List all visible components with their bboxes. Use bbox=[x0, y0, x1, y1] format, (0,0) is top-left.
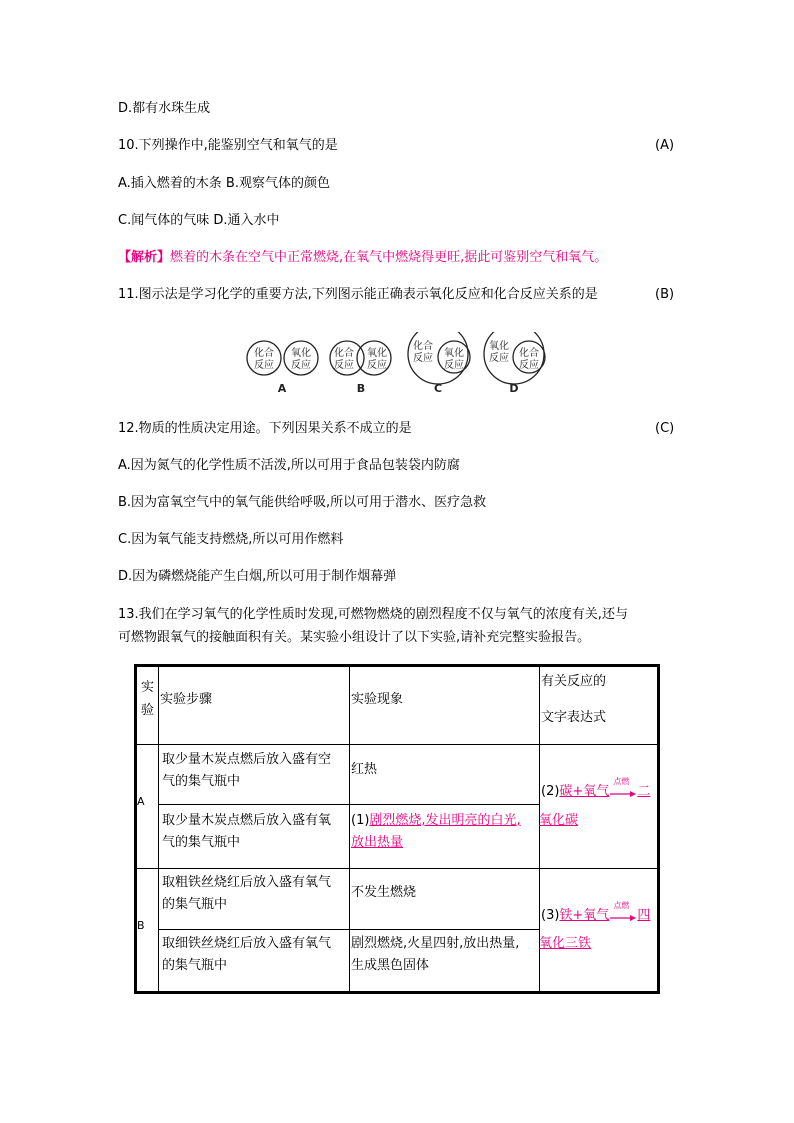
q12-answer: (C) bbox=[655, 421, 675, 436]
option-b-label: B bbox=[356, 382, 366, 395]
q10-analysis bbox=[118, 249, 607, 267]
a1-phenomenon: 红热 bbox=[351, 762, 378, 777]
header-exp-1: 实 bbox=[140, 680, 154, 695]
q13-stem-line-2: 可燃物跟氧气的接触面积有关。某实验小组设计了以下实验,请补充完整实验报告。 bbox=[118, 630, 591, 645]
q9-option-d: D.都有水珠生成 bbox=[118, 101, 211, 116]
b-equation-line-2 bbox=[539, 933, 591, 955]
header-equation-2: 文字表达式 bbox=[541, 710, 607, 725]
b-equation-product-2: 氧化三铁 bbox=[539, 936, 592, 951]
a-equation-product-2: 氧化碳 bbox=[539, 813, 579, 828]
a-fanying-label-2: 反应 bbox=[291, 360, 311, 371]
q12-option-a: A.因为氮气的化学性质不活泼,所以可用于食品包装袋内防腐 bbox=[118, 458, 460, 473]
q12-option-d: D.因为磷燃烧能产生白烟,所以可用于制作烟幕弹 bbox=[118, 569, 397, 584]
a2-phenomenon-line-1 bbox=[351, 810, 521, 832]
b1-step-line-2: 的集气瓶中 bbox=[162, 897, 228, 912]
b2-step-line-2: 的集气瓶中 bbox=[162, 958, 228, 973]
q10-answer: (A) bbox=[655, 138, 675, 153]
d-fanying-label-1: 反应 bbox=[489, 353, 509, 364]
c-huahe-label: 化合 bbox=[413, 341, 433, 352]
option-d-label: D bbox=[509, 382, 519, 395]
header-phenomenon: 实验现象 bbox=[351, 692, 404, 707]
b-condition-label: 点燃 bbox=[613, 900, 630, 910]
a-condition-label: 点燃 bbox=[613, 776, 630, 786]
q10-options-cd: C.闻气体的气味 D.通入水中 bbox=[118, 213, 280, 228]
option-a-label: A bbox=[277, 382, 287, 395]
b2-phenomenon-line-2: 生成黑色固体 bbox=[351, 958, 430, 973]
a-equation-reactants: 碳+氧气 bbox=[559, 784, 610, 799]
b-condition-arrow bbox=[609, 900, 637, 925]
b-equation-product-1: 四 bbox=[637, 908, 651, 923]
b-equation-reactants: 铁+氧气 bbox=[559, 908, 610, 923]
b2-step-line-1: 取细铁丝烧红后放入盛有氧气 bbox=[162, 936, 332, 951]
b-yanghua-label: 氧化 bbox=[367, 348, 387, 359]
c-fanying-label-2: 反应 bbox=[444, 360, 464, 371]
d-fanying-label-2: 反应 bbox=[519, 360, 539, 371]
a-equation-prefix: (2) bbox=[541, 784, 560, 799]
a2-phenomenon-prefix: (1) bbox=[351, 813, 370, 828]
c-fanying-label-1: 反应 bbox=[413, 353, 433, 364]
a-yanghua-label: 氧化 bbox=[291, 348, 311, 359]
option-c-label: C bbox=[433, 382, 443, 395]
b-fanying-label-1: 反应 bbox=[334, 360, 354, 371]
b-equation-line-1 bbox=[541, 900, 651, 927]
header-exp-2: 验 bbox=[140, 703, 154, 718]
d-yanghua-label: 氧化 bbox=[489, 341, 509, 352]
q11-stem: 11.图示法是学习化学的重要方法,下列图示能正确表示氧化反应和化合反应关系的是 bbox=[118, 287, 598, 302]
q10-stem: 10.下列操作中,能鉴别空气和氧气的是 bbox=[118, 138, 338, 153]
c-yanghua-label: 氧化 bbox=[444, 348, 464, 359]
a2-phenomenon-answer-2: 放出热量 bbox=[351, 835, 404, 850]
q10-options-ab: A.插入燃着的木条 B.观察气体的颜色 bbox=[118, 176, 330, 191]
group-b-label: B bbox=[137, 919, 145, 932]
a-equation-product-1: 二 bbox=[637, 784, 651, 799]
q13-stem-line-1: 13.我们在学习氧气的化学性质时发现,可燃物燃烧的剧烈程度不仅与氧气的浓度有关,还与 bbox=[118, 607, 628, 622]
a1-step-line-1: 取少量木炭点燃后放入盛有空 bbox=[162, 752, 332, 767]
b-huahe-label: 化合 bbox=[334, 348, 354, 359]
header-steps: 实验步骤 bbox=[160, 692, 213, 707]
b-fanying-label-2: 反应 bbox=[367, 360, 387, 371]
q12-option-b: B.因为富氧空气中的氧气能供给呼吸,所以可用于潜水、医疗急救 bbox=[118, 495, 487, 510]
a-huahe-label: 化合 bbox=[254, 348, 274, 359]
d-huahe-label: 化合 bbox=[519, 348, 539, 359]
arrow-icon bbox=[609, 907, 637, 925]
q11-answer: (B) bbox=[655, 287, 675, 302]
a2-phenomenon-line-2 bbox=[351, 832, 403, 854]
a2-phenomenon-answer-1: 剧烈燃烧,发出明亮的白光, bbox=[369, 813, 521, 828]
a-equation-line-1 bbox=[541, 776, 651, 803]
q12-option-c: C.因为氧气能支持燃烧,所以可用作燃料 bbox=[118, 532, 344, 547]
b2-phenomenon-line-1: 剧烈燃烧,火星四射,放出热量, bbox=[351, 936, 520, 951]
b1-step-line-1: 取粗铁丝烧红后放入盛有氧气 bbox=[162, 875, 332, 890]
group-a-label: A bbox=[137, 795, 145, 808]
a-fanying-label-1: 反应 bbox=[254, 360, 274, 371]
analysis-tag: 【解析】 bbox=[118, 250, 171, 265]
a2-step-line-2: 气的集气瓶中 bbox=[162, 835, 241, 850]
q11-venn-diagram bbox=[240, 332, 550, 396]
header-equation-1: 有关反应的 bbox=[541, 674, 607, 689]
a1-step-line-2: 气的集气瓶中 bbox=[162, 774, 241, 789]
a2-step-line-1: 取少量木炭点燃后放入盛有氧 bbox=[162, 813, 332, 828]
analysis-text: 燃着的木条在空气中正常燃烧,在氧气中燃烧得更旺,据此可鉴别空气和氧气。 bbox=[170, 250, 608, 265]
arrow-icon bbox=[609, 783, 637, 801]
experiment-report-table bbox=[134, 664, 660, 994]
q12-stem: 12.物质的性质决定用途。下列因果关系不成立的是 bbox=[118, 421, 412, 436]
a-equation-line-2 bbox=[539, 810, 578, 832]
a-condition-arrow bbox=[609, 776, 637, 801]
b1-phenomenon: 不发生燃烧 bbox=[351, 885, 417, 900]
b-equation-prefix: (3) bbox=[541, 908, 560, 923]
